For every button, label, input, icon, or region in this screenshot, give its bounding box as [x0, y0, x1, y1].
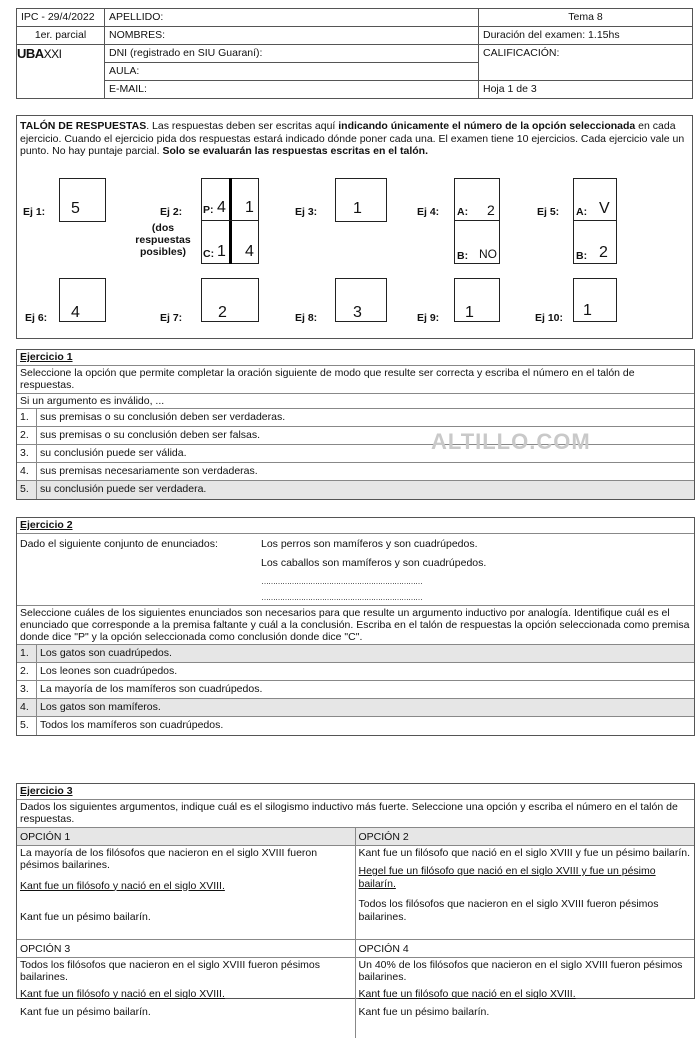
ej1-answer: 5	[71, 200, 80, 217]
ej7-label: Ej 7:	[160, 312, 183, 324]
tema-label: Tema 8	[479, 9, 693, 27]
option-1-conclusion: Kant fue un pésimo bailarín.	[20, 911, 151, 923]
ej2-label: Ej 2:	[160, 206, 183, 218]
ej5-b-label: B:	[576, 250, 588, 262]
email-field: E-MAIL:	[105, 81, 479, 99]
apellido-field: APELLIDO:	[105, 9, 479, 27]
ej4-b-answer: NO	[479, 247, 497, 261]
dni-field: DNI (registrado en SIU Guaraní):	[105, 45, 479, 63]
option-3-premise-2: Kant fue un filósofo y nació en el siglo XVIII.	[20, 987, 225, 1000]
option-2-body	[356, 846, 695, 939]
ej8-label: Ej 8:	[295, 312, 318, 324]
exercise-2-statement-1: Los perros son mamíferos y son cuadrúpedos.	[261, 537, 478, 550]
exam-header	[16, 8, 693, 99]
ej4-a-answer: 2	[487, 202, 495, 218]
ej5-label: Ej 5:	[537, 206, 560, 218]
ej2-c-answer-1: 1	[217, 243, 226, 260]
ej4-b-label: B:	[457, 250, 469, 262]
ej2-p-answer-1: 4	[217, 199, 226, 216]
option-3-premise-1: Todos los filósofos que nacieron en el siglo XVIII fueron pésimos bailarines.	[20, 958, 321, 983]
ej5-b-answer: 2	[599, 244, 608, 261]
watermark: ALTILLO.COM	[431, 429, 591, 454]
ej2-p-answer-2: 1	[245, 199, 254, 216]
option-4-body	[356, 958, 695, 1038]
exercise-1-option: 2. sus premisas o su conclusión deben ser falsas.	[17, 427, 694, 445]
exercise-2-blank-1: ……………………………………………………………	[261, 576, 422, 586]
option-4-premise-1: Un 40% de los filósofos que nacieron en el siglo XVIII fueron pésimos bailarines.	[358, 958, 683, 983]
ej3-answer: 1	[353, 200, 362, 217]
ej6-answer: 4	[71, 304, 80, 321]
option-1-body	[17, 846, 356, 939]
option-1-header: OPCIÓN 1	[17, 828, 356, 845]
answer-sheet-instructions: TALÓN DE RESPUESTAS. Las respuestas deben ser escritas aquí indicando únicamente el número de la opción seleccionada en cada ejercicio. Cuando el ejercicio pida dos respuestas estará indicado dónde poner cada una. El examen tiene 10 ejercicios. Cada ejercicio vale un punto. No hay puntaje parcial. Solo se evaluarán las respuestas escritas en el talón.	[20, 120, 685, 157]
ej10-label: Ej 10:	[535, 312, 564, 324]
ej2-note: (dos respuestas posibles)	[135, 222, 191, 258]
exercise-3	[16, 783, 695, 1018]
ej2-c-label: C:	[203, 248, 215, 260]
exercise-2-option: 1. Los gatos son cuadrúpedos.	[17, 645, 694, 663]
ej10-answer-box	[573, 278, 617, 322]
ej1-label: Ej 1:	[23, 206, 46, 218]
ej9-answer-box	[454, 278, 500, 322]
exercise-3-title: Ejercicio 3	[20, 785, 73, 797]
ej5-a-label: A:	[576, 206, 588, 218]
ej5-hline	[573, 220, 617, 221]
option-3-header: OPCIÓN 3	[17, 940, 356, 957]
exercise-2-option: 3. La mayoría de los mamíferos son cuadrúpedos.	[17, 681, 694, 699]
exercise-2-blank-2: ……………………………………………………………	[261, 592, 422, 602]
nombres-field: NOMBRES:	[105, 27, 479, 45]
exercise-3-prompt: Dados los siguientes argumentos, indique cuál es el silogismo inductivo más fuerte. Seleccione una opción y escriba el número en el talón de respuestas.	[17, 800, 694, 828]
exercise-2-title: Ejercicio 2	[20, 519, 73, 531]
exercise-2-statements	[17, 534, 694, 606]
ej4-label: Ej 4:	[417, 206, 440, 218]
exercise-2-intro: Dado el siguiente conjunto de enunciados:	[20, 537, 218, 550]
ej2-c-answer-2: 4	[245, 243, 254, 260]
ej7-answer-box	[201, 278, 259, 322]
exercise-1-title: Ejercicio 1	[20, 351, 73, 363]
exercise-2-option: 2. Los leones son cuadrúpedos.	[17, 663, 694, 681]
ej2-hline	[201, 220, 259, 221]
option-3-body	[17, 958, 356, 1038]
ej8-answer: 3	[353, 304, 362, 321]
ej4-hline	[454, 220, 500, 221]
exercise-1-prompt: Seleccione la opción que permite completar la oración siguiente de modo que resulte ser correcta y escriba el número en el talón de respuestas.	[17, 366, 694, 394]
uba-logo: UBAXXI	[17, 45, 105, 99]
option-2-premise-2: Hegel fue un filósofo que nació en el siglo XVIII y fue un pésimo bailarín.	[358, 865, 656, 890]
ej3-label: Ej 3:	[295, 206, 318, 218]
option-4-conclusion: Kant fue un pésimo bailarín.	[358, 1006, 490, 1018]
ej4-a-label: A:	[457, 206, 469, 218]
exercise-1-option: 4. sus premisas necesariamente son verdaderas.	[17, 463, 694, 481]
exercise-1-option: 1. sus premisas o su conclusión deben ser verdaderas.	[17, 409, 694, 427]
exam-type: 1er. parcial	[17, 27, 105, 45]
option-3-conclusion: Kant fue un pésimo bailarín.	[20, 1006, 151, 1018]
ej6-label: Ej 6:	[25, 312, 48, 324]
ej10-answer: 1	[583, 302, 592, 319]
option-1-premise-1: La mayoría de los filósofos que nacieron en el siglo XVIII fueron pésimos bailarines.	[20, 846, 318, 871]
page-count: Hoja 1 de 3	[479, 81, 693, 99]
option-2-header: OPCIÓN 2	[358, 830, 409, 843]
exercise-1-option: 5. su conclusión puede ser verdadera.	[17, 481, 694, 499]
answer-sheet	[16, 115, 693, 339]
duration-label: Duración del examen: 1.15hs	[479, 27, 693, 45]
ej2-divider	[229, 178, 232, 264]
ej5-a-answer: V	[599, 200, 610, 217]
ej6-answer-box	[59, 278, 106, 322]
ej9-label: Ej 9:	[417, 312, 440, 324]
course-date: IPC - 29/4/2022	[17, 9, 105, 27]
ej1-answer-box	[59, 178, 106, 222]
ej2-p-label: P:	[203, 204, 214, 216]
aula-field: AULA:	[105, 63, 479, 81]
exercise-2	[16, 517, 695, 736]
option-2-premise-1: Kant fue un filósofo que nació en el siglo XVIII y fue un pésimo bailarín.	[358, 846, 691, 859]
exercise-2-prompt: Seleccione cuáles de los siguientes enunciados son necesarios para que resulte un argumento inductivo por analogía. Identifique cuál es el enunciado que corresponde a la premisa faltante y cuál a la conclusión. Escriba en el talón de respuestas la opción seleccionada como premisa donde dice "P" y la opción seleccionada como conclusión donde dice "C".	[17, 606, 694, 645]
option-4-header: OPCIÓN 4	[358, 942, 409, 955]
exercise-2-option: 4. Los gatos son mamíferos.	[17, 699, 694, 717]
exercise-1-stem: Si un argumento es inválido, ...	[17, 394, 694, 410]
option-2-conclusion: Todos los filósofos que nacieron en el siglo XVIII fueron pésimos bailarines.	[358, 898, 659, 923]
exercise-1	[16, 349, 695, 500]
option-4-premise-2: Kant fue un filósofo que nació en el siglo XVIII.	[358, 987, 576, 1000]
calificacion-field: CALIFICACIÓN:	[479, 45, 693, 81]
option-1-premise-2: Kant fue un filósofo y nació en el siglo XVIII.	[20, 879, 225, 892]
exercise-2-option: 5. Todos los mamíferos son cuadrúpedos.	[17, 717, 694, 735]
exercise-1-option: 3. su conclusión puede ser válida.	[17, 445, 694, 463]
exercise-2-statement-2: Los caballos son mamíferos y son cuadrúpedos.	[261, 556, 487, 569]
ej9-answer: 1	[465, 304, 474, 321]
ej7-answer: 2	[218, 304, 227, 321]
